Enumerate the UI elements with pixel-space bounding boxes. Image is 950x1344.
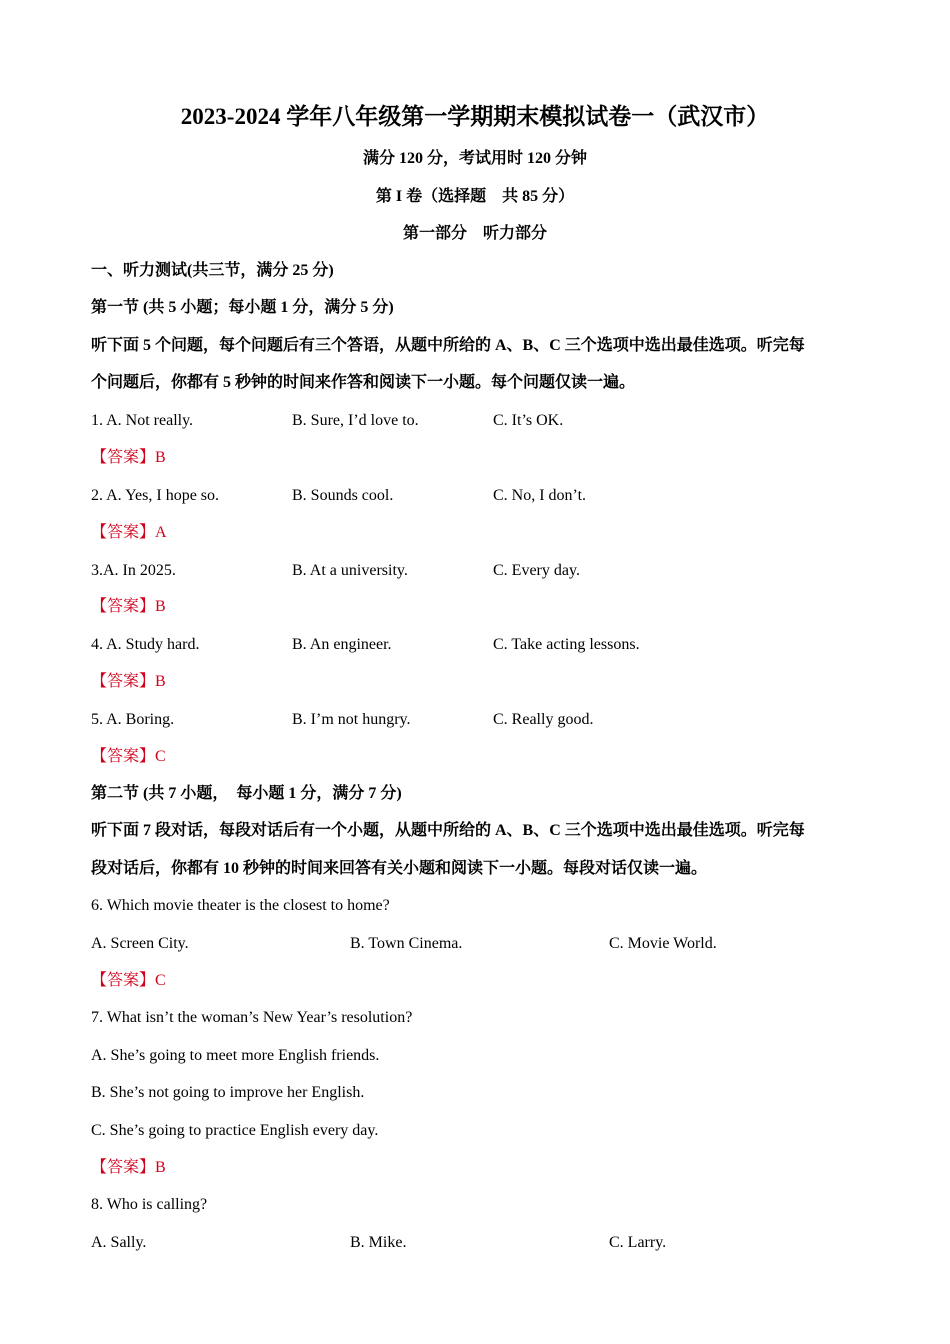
section2-instruction-line1: 听下面 7 段对话，每段对话后有一个小题，从题中所给的 A、B、C 三个选项中选出最佳选项。听完每	[91, 822, 805, 839]
option-a: 1. A. Not really.	[91, 412, 194, 429]
option-a: 2. A. Yes, I hope so.	[91, 487, 220, 504]
option-c: C. It’s OK.	[493, 412, 564, 429]
option-b: B. An engineer.	[292, 636, 392, 653]
option-c: C. Really good.	[493, 711, 594, 728]
question-text: 8. Who is calling?	[91, 1196, 208, 1213]
question-text: 6. Which movie theater is the closest to home?	[91, 897, 390, 914]
section2-heading: 第二节 (共 7 小题， 每小题 1 分，满分 7 分)	[91, 785, 402, 802]
option-b: B. I’m not hungry.	[292, 711, 411, 728]
option-c: C. Every day.	[493, 562, 580, 579]
answer-label: 【答案】A	[91, 524, 167, 541]
section-heading: 一、听力测试(共三节，满分 25 分)	[91, 262, 334, 279]
answer-label: 【答案】B	[91, 598, 166, 615]
part-heading: 第一部分 听力部分	[402, 225, 547, 242]
answer-label: 【答案】C	[91, 972, 166, 989]
option-a: A. She’s going to meet more English friends.	[91, 1047, 380, 1064]
question-text: 7. What isn’t the woman’s New Year’s resolution?	[91, 1009, 413, 1026]
option-b: B. Town Cinema.	[350, 935, 463, 952]
option-a: A. Screen City.	[91, 935, 189, 952]
volume-heading: 第 I 卷（选择题 共 85 分）	[375, 188, 575, 205]
option-c: C. Larry.	[609, 1234, 667, 1251]
section1-instruction-line1: 听下面 5 个问题，每个问题后有三个答语，从题中所给的 A、B、C 三个选项中选出最佳选项。听完每	[91, 337, 805, 354]
section2-instruction-line2: 段对话后，你都有 10 秒钟的时间来回答有关小题和阅读下一小题。每段对话仅读一遍。	[91, 860, 708, 877]
option-c: C. Movie World.	[609, 935, 717, 952]
answer-label: 【答案】C	[91, 748, 166, 765]
option-a: A. Sally.	[91, 1234, 147, 1251]
option-a: 4. A. Study hard.	[91, 636, 200, 653]
option-b: B. At a university.	[292, 562, 408, 579]
option-b: B. Mike.	[350, 1234, 407, 1251]
option-b: B. Sure, I’d love to.	[292, 412, 419, 429]
answer-label: 【答案】B	[91, 449, 166, 466]
option-b: B. She’s not going to improve her English.	[91, 1084, 365, 1101]
answer-label: 【答案】B	[91, 1159, 166, 1176]
option-c: C. She’s going to practice English every day.	[91, 1122, 379, 1139]
option-c: C. Take acting lessons.	[493, 636, 640, 653]
section1-instruction-line2: 个问题后，你都有 5 秒钟的时间来作答和阅读下一小题。每个问题仅读一遍。	[91, 374, 636, 391]
option-c: C. No, I don’t.	[493, 487, 587, 504]
option-a: 5. A. Boring.	[91, 711, 175, 728]
option-b: B. Sounds cool.	[292, 487, 394, 504]
score-info: 满分 120 分，考试用时 120 分钟	[362, 150, 587, 167]
section1-heading: 第一节 (共 5 小题；每小题 1 分，满分 5 分)	[91, 299, 394, 316]
answer-label: 【答案】B	[91, 673, 166, 690]
option-a: 3.A. In 2025.	[91, 562, 176, 579]
page-title: 2023-2024 学年八年级第一学期期末模拟试卷一（武汉市）	[180, 104, 770, 129]
